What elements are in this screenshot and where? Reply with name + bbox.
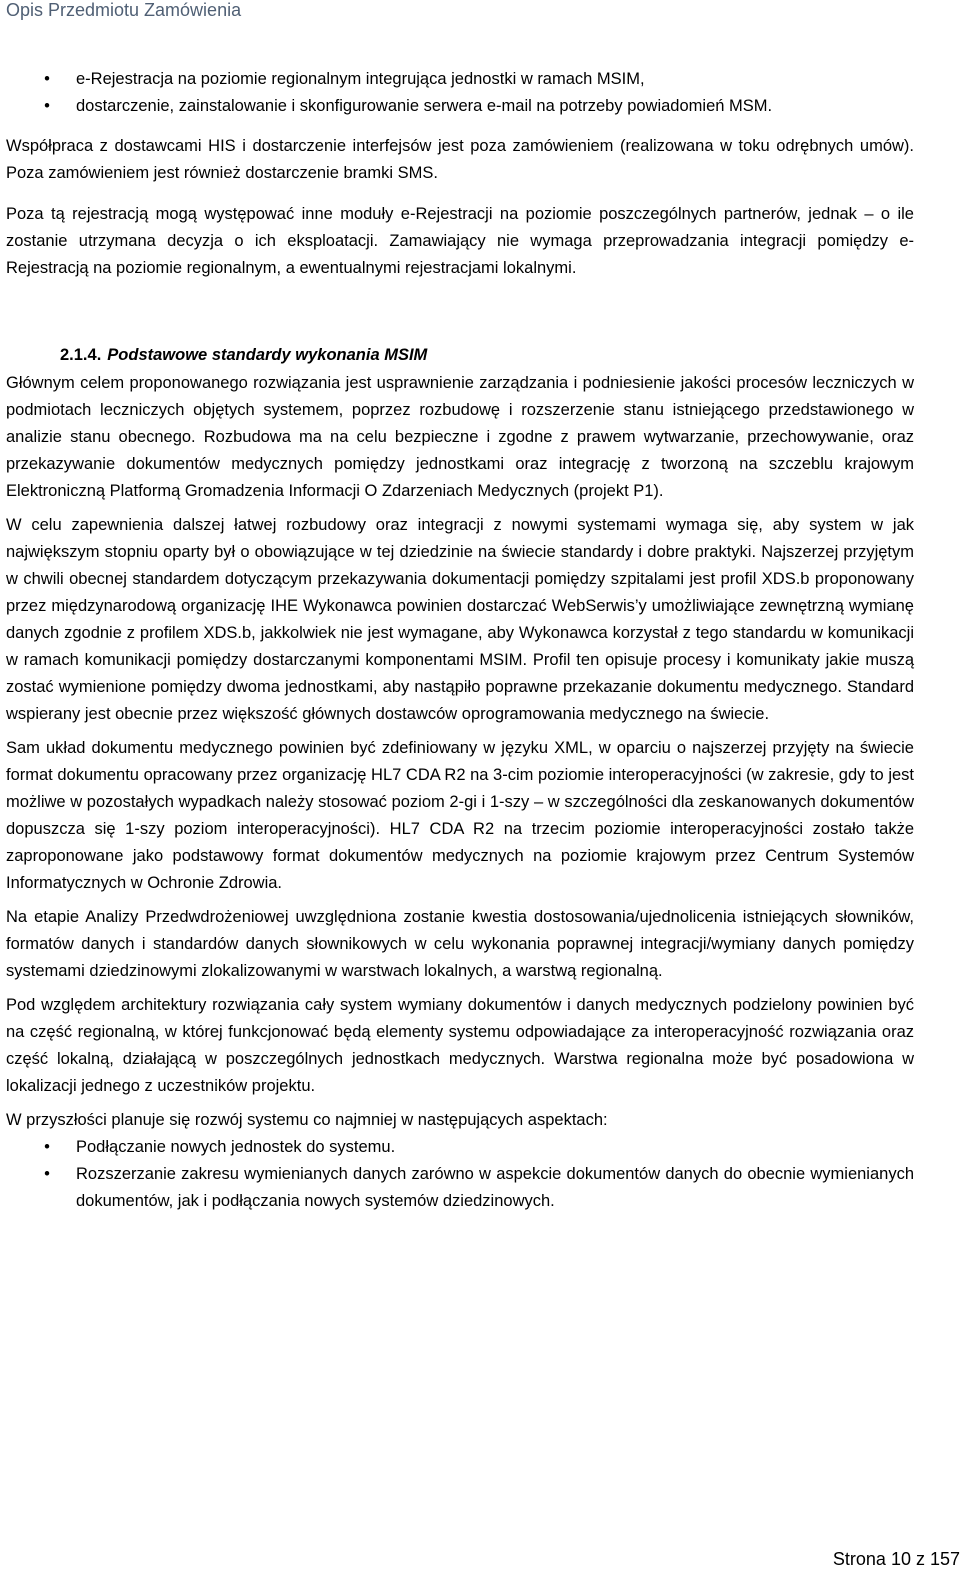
- page-header: Opis Przedmiotu Zamówienia: [6, 0, 242, 20]
- section-number: 2.1.4.: [60, 346, 102, 364]
- page-number: Strona 10 z 157: [832, 1549, 960, 1569]
- section-title: Podstawowe standardy wykonania MSIM: [107, 346, 428, 364]
- list-item: • Podłączanie nowych jednostek do systemu.: [6, 1134, 914, 1161]
- list-item: • e-Rejestracja na poziomie regionalnym integrująca jednostki w ramach MSIM,: [6, 66, 914, 93]
- bullet-icon: •: [44, 1138, 50, 1156]
- paragraph: Poza tą rejestracją mogą występować inne moduły e-Rejestracji na poziomie poszczególnych partnerów, jednak – o ile zostanie utrzymana decyzja o ich eksploatacji. Zamawiający nie wymaga przeprowadzania integracji pomiędzy e-Rejestracją na poziomie regionalnym, a ewentualnymi rejestracjami lokalnymi.: [6, 205, 914, 277]
- list-item: • Rozszerzanie zakresu wymienianych danych zarówno w aspekcie dokumentów danych do obecnie wymienianych dokumentów, jak i podłączania nowych systemów dziedzinowych.: [6, 1161, 914, 1215]
- paragraph: W celu zapewnienia dalszej łatwej rozbudowy oraz integracji z nowymi systemami wymaga się, aby system w jak największym stopniu oparty był o obowiązujące w tej dziedzinie na świecie standardy i dobre praktyki. Najszerzej przyjętym w chwili obecnej standardem dotyczącym przekazywania dokumentacji pomiędzy szpitalami jest profil XDS.b proponowany przez międzynarodową organizację IHE Wykonawca powinien dostarczać WebSerwis’y umożliwiające zewnętrzną wymianę danych zgodnie z profilem XDS.b, jakkolwiek nie jest wymagane, aby Wykonawca korzystał z tego standardu w komunikacji w ramach komunikacji pomiędzy dostarczanymi komponentami MSIM. Profil ten opisuje procesy i komunikaty jakie muszą zostać wymienione pomiędzy dwoma jednostkami, aby nastąpiło poprawne przekazanie dokumentu medycznego. Standard wspierany jest obecnie przez większość głównych dostawców oprogramowania medycznego na świecie.: [6, 516, 914, 723]
- paragraph: Współpraca z dostawcami HIS i dostarczenie interfejsów jest poza zamówieniem (realizowana w toku odrębnych umów). Poza zamówieniem jest również dostarczenie bramki SMS.: [6, 137, 914, 182]
- bullet-list-bottom: [6, 1134, 914, 1215]
- paragraph: W przyszłości planuje się rozwój systemu co najmniej w następujących aspektach:: [6, 1111, 608, 1129]
- paragraph: Na etapie Analizy Przedwdrożeniowej uwzględniona zostanie kwestia dostosowania/ujednolicenia istniejących słowników, formatów danych i standardów danych słownikowych w celu wykonania poprawnej integracji/wymiany danych pomiędzy systemami dziedzinowymi zlokalizowanymi w warstwach lokalnych, a warstwą regionalną.: [6, 908, 914, 980]
- document-body: [6, 66, 914, 1215]
- paragraph: Pod względem architektury rozwiązania cały system wymiany dokumentów i danych medycznych podzielony powinien być na część regionalną, w której funkcjonować będą elementy systemu odpowiadające za interoperacyjność rozwiązania oraz część lokalną, działającą w poszczególnych jednostkach medycznych. Warstwa regionalna może być posadowiona w lokalizacji jednego z uczestników projektu.: [6, 996, 914, 1095]
- paragraph: Głównym celem proponowanego rozwiązania jest usprawnienie zarządzania i podniesienie jakości procesów leczniczych w podmiotach leczniczych objętych systemem, poprzez rozbudowę i rozszerzenie stanu istniejącego przedstawionego w analizie stanu obecnego. Rozbudowa ma na celu bezpieczne i zgodne z prawem wytwarzanie, przechowywanie, oraz przekazywanie dokumentów medycznych pomiędzy jednostkami oraz integrację z tworzoną na szczeblu krajowym Elektroniczną Platformą Gromadzenia Informacji O Zdarzeniach Medycznych (projekt P1).: [6, 374, 914, 500]
- list-item: • dostarczenie, zainstalowanie i skonfigurowanie serwera e-mail na potrzeby powiadomień MSM.: [6, 93, 914, 120]
- bullet-icon: •: [44, 1165, 50, 1183]
- bullet-icon: •: [44, 97, 50, 115]
- bullet-list-top: [6, 66, 914, 120]
- section-heading: [60, 340, 914, 370]
- bullet-icon: •: [44, 70, 50, 88]
- paragraph: Sam układ dokumentu medycznego powinien być zdefiniowany w języku XML, w oparciu o najszerzej przyjęty na świecie format dokumentu opracowany przez organizację HL7 CDA R2 na 3-cim poziomie interoperacyjności (w zakresie, gdy to jest możliwe w pozostałych wypadkach należy stosować poziom 2-gi i 1-szy – w szczególności dla zeskanowanych dokumentów dopuszcza się 1-szy poziom interoperacyjności). HL7 CDA R2 na trzecim poziomie interoperacyjności zostało także zaproponowane jako podstawowy format dokumentów medycznych na poziomie krajowym przez Centrum Systemów Informatycznych w Ochronie Zdrowia.: [6, 739, 914, 892]
